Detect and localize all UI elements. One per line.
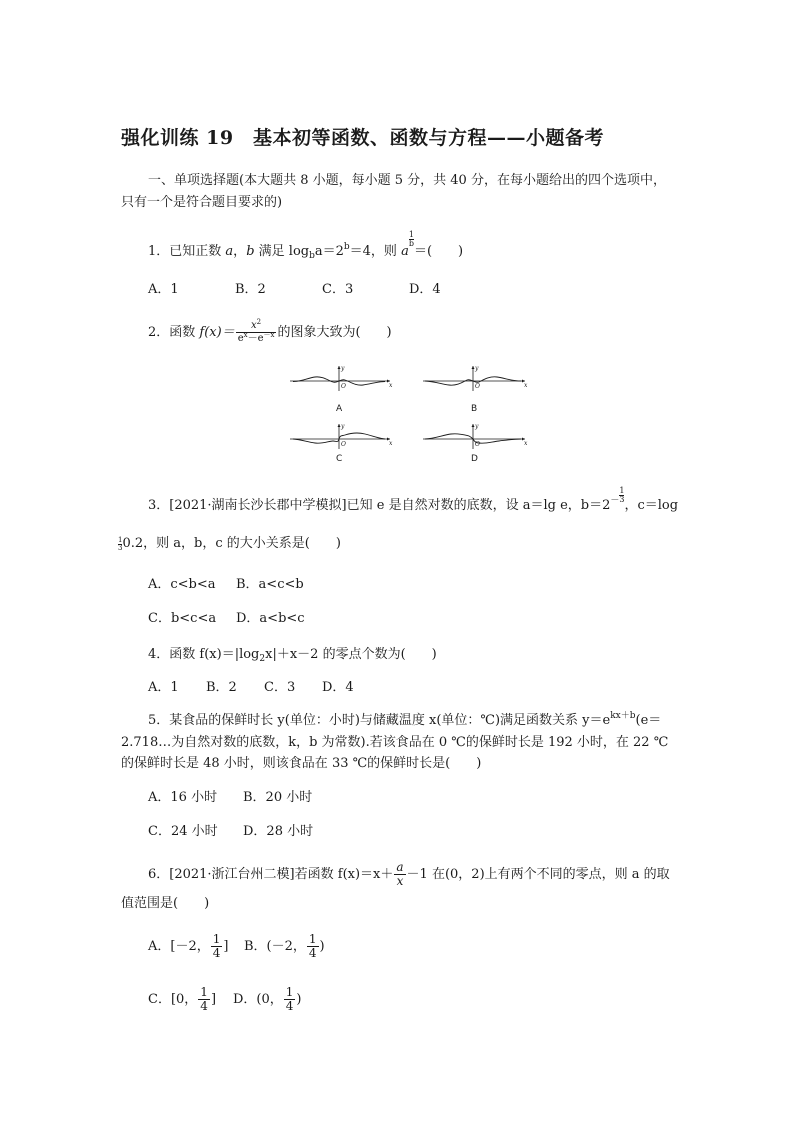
q1-comma: ， — [233, 244, 247, 259]
q1-equation: a＝2 — [314, 244, 344, 259]
q4-log-base: 2 — [259, 654, 266, 664]
q5-option-c[interactable]: C．24 小时 — [148, 824, 218, 839]
q1-rest: ＝4，则 — [349, 244, 402, 259]
q2-prefix: 2．函数 — [148, 325, 200, 340]
q3-option-a[interactable]: A．c<b<a — [148, 577, 216, 592]
q1-option-d[interactable]: D．4 — [409, 282, 441, 297]
q6-option-d[interactable]: D．(0， $\frac{1}{4}$ ) — [233, 985, 302, 1013]
section-heading-line2: 只有一个是符合题目要求的) — [121, 195, 283, 210]
graph-a-label: A — [336, 404, 343, 414]
q1-exponent: b — [343, 242, 350, 252]
q5-line1: 5．某食品的保鲜时长 y(单位：小时)与储藏温度 x(单位：℃)满足函数关系 y＝e — [148, 713, 611, 728]
graph-d-label: D — [471, 454, 478, 464]
question-6 — [148, 860, 670, 890]
q3-tail: ，c＝log — [624, 498, 679, 513]
q5-option-b[interactable]: B．20 小时 — [243, 790, 313, 805]
svg-text:y: y — [341, 423, 345, 430]
q1-option-c[interactable]: C．3 — [322, 282, 354, 297]
q6-option-c[interactable]: C．[0， $\frac{1}{4}$ ] — [148, 985, 217, 1013]
q3-option-b[interactable]: B．a<c<b — [236, 577, 304, 592]
q4-option-b[interactable]: B．2 — [206, 680, 237, 695]
q4-option-a[interactable]: A．1 — [148, 680, 179, 695]
graph-d[interactable] — [423, 423, 528, 464]
section-heading-line1: 一、单项选择题(本大题共 8 小题，每小题 5 分，共 40 分，在每小题给出的四个选项中， — [148, 173, 666, 188]
q1-end: ＝( ) — [413, 244, 464, 259]
q1-option-a[interactable]: A．1 — [148, 282, 179, 297]
page-title: 强化训练 19 基本初等函数、函数与方程——小题备考 — [121, 127, 605, 149]
q4-option-d[interactable]: D．4 — [322, 680, 354, 695]
graph-b-label: B — [471, 404, 478, 414]
q1-log: 满足 log — [254, 244, 310, 259]
q1-log-base: b — [309, 251, 315, 261]
question-1: 1．已知正数 a，b 满足 $\log_ba=2^b=4$，则 a $\frac{1}{b}$ ＝( ) — [148, 230, 464, 261]
q6-options-row1 — [148, 930, 325, 964]
svg-text:x: x — [524, 382, 528, 389]
q6-prefix: 6．[2021·浙江台州二模]若函数 f(x)＝x＋ — [148, 867, 394, 882]
q5-options-row2 — [148, 824, 313, 840]
svg-text:O: O — [341, 441, 346, 448]
q3-options-row2 — [148, 611, 305, 627]
q3-exponent-fraction: $\frac{1}{3}$ — [619, 486, 625, 504]
q1-var-b: b — [246, 244, 255, 259]
q2-function: f(x)＝ — [199, 325, 235, 340]
q1-options — [148, 282, 441, 298]
svg-text:O: O — [475, 441, 480, 448]
q3-log-base: $\frac{1}{3}$ — [118, 536, 123, 552]
q1-prefix: 1．已知正数 — [148, 244, 226, 259]
question-5-line3: 的保鲜时长是 48 小时，则该食品在 33 ℃的保鲜时长是( ) — [121, 756, 482, 771]
q2-suffix: 的图象大致为( ) — [277, 325, 392, 340]
svg-text:x: x — [389, 440, 393, 447]
q6-suffix: －1 在(0，2)上有两个不同的零点，则 a 的取 — [406, 867, 670, 882]
svg-text:O: O — [341, 383, 346, 390]
q3-line1: 3．[2021·湖南长沙长郡中学模拟]已知 e 是自然对数的底数，设 a＝lg e，b＝2 — [148, 498, 611, 513]
q3-options-row1 — [148, 577, 304, 593]
graph-c-label: C — [336, 454, 343, 464]
q3-option-c[interactable]: C．b<c<a — [148, 611, 217, 626]
question-5-line1: 5．某食品的保鲜时长 y(单位：小时)与储藏温度 x(单位：℃)满足函数关系 $y=e^{kx+b}(e=$ — [148, 711, 662, 728]
q6-fraction: $\frac{a}{x}$ — [396, 860, 404, 888]
q6-option-b[interactable]: B．(－2， $\frac{1}{4}$ ) — [244, 932, 325, 960]
graph-c[interactable] — [290, 423, 393, 464]
q5-option-d[interactable]: D．28 小时 — [243, 824, 314, 839]
question-4 — [148, 647, 437, 664]
q4-suffix: x|＋x－2 的零点个数为( ) — [265, 647, 437, 662]
q2-fraction: $\frac{x^2}{e^x-e^{-x}}$ — [237, 318, 275, 344]
svg-text:x: x — [524, 440, 528, 447]
question-3-line2 — [118, 534, 341, 552]
question-3: 3．[2021·湖南长沙长郡中学模拟]已知 e 是自然对数的底数，设 a＝lg e，b＝2－ $\frac{1}{3}$ ，c＝log — [148, 486, 679, 513]
q5-exponent: kx＋b — [610, 711, 636, 721]
q3-option-d[interactable]: D．a<b<c — [236, 611, 305, 626]
q4-options — [148, 680, 354, 696]
q5-options-row1 — [148, 790, 312, 806]
q1-option-b[interactable]: B．2 — [235, 282, 266, 297]
q4-option-c[interactable]: C．3 — [264, 680, 296, 695]
q2-graph-options — [285, 362, 535, 470]
question-6-line2: 值范围是( ) — [121, 896, 210, 911]
q1-power-fraction: $\frac{1}{b}$ — [408, 230, 414, 248]
graph-a[interactable] — [290, 365, 393, 414]
svg-text:y: y — [341, 365, 345, 372]
svg-text:O: O — [475, 383, 480, 390]
graph-b[interactable] — [423, 365, 528, 414]
q4-prefix: 4．函数 f(x)＝|log — [148, 647, 260, 662]
q6-option-a[interactable]: A．[－2， $\frac{1}{4}$ ] — [148, 932, 229, 960]
q1-var-a: a — [225, 244, 234, 259]
q3-line2: 0.2，则 a，b，c 的大小关系是( ) — [122, 536, 341, 551]
svg-text:y: y — [475, 365, 479, 372]
question-2 — [148, 318, 392, 348]
q5-option-a[interactable]: A．16 小时 — [148, 790, 218, 805]
svg-text:y: y — [475, 423, 479, 430]
q6-options-row2 — [148, 983, 302, 1017]
svg-text:x: x — [389, 382, 393, 389]
question-5-line2: 2.718…为自然对数的底数，k，b 为常数).若该食品在 0 ℃的保鲜时长是 192 小时，在 22 ℃ — [121, 735, 669, 750]
